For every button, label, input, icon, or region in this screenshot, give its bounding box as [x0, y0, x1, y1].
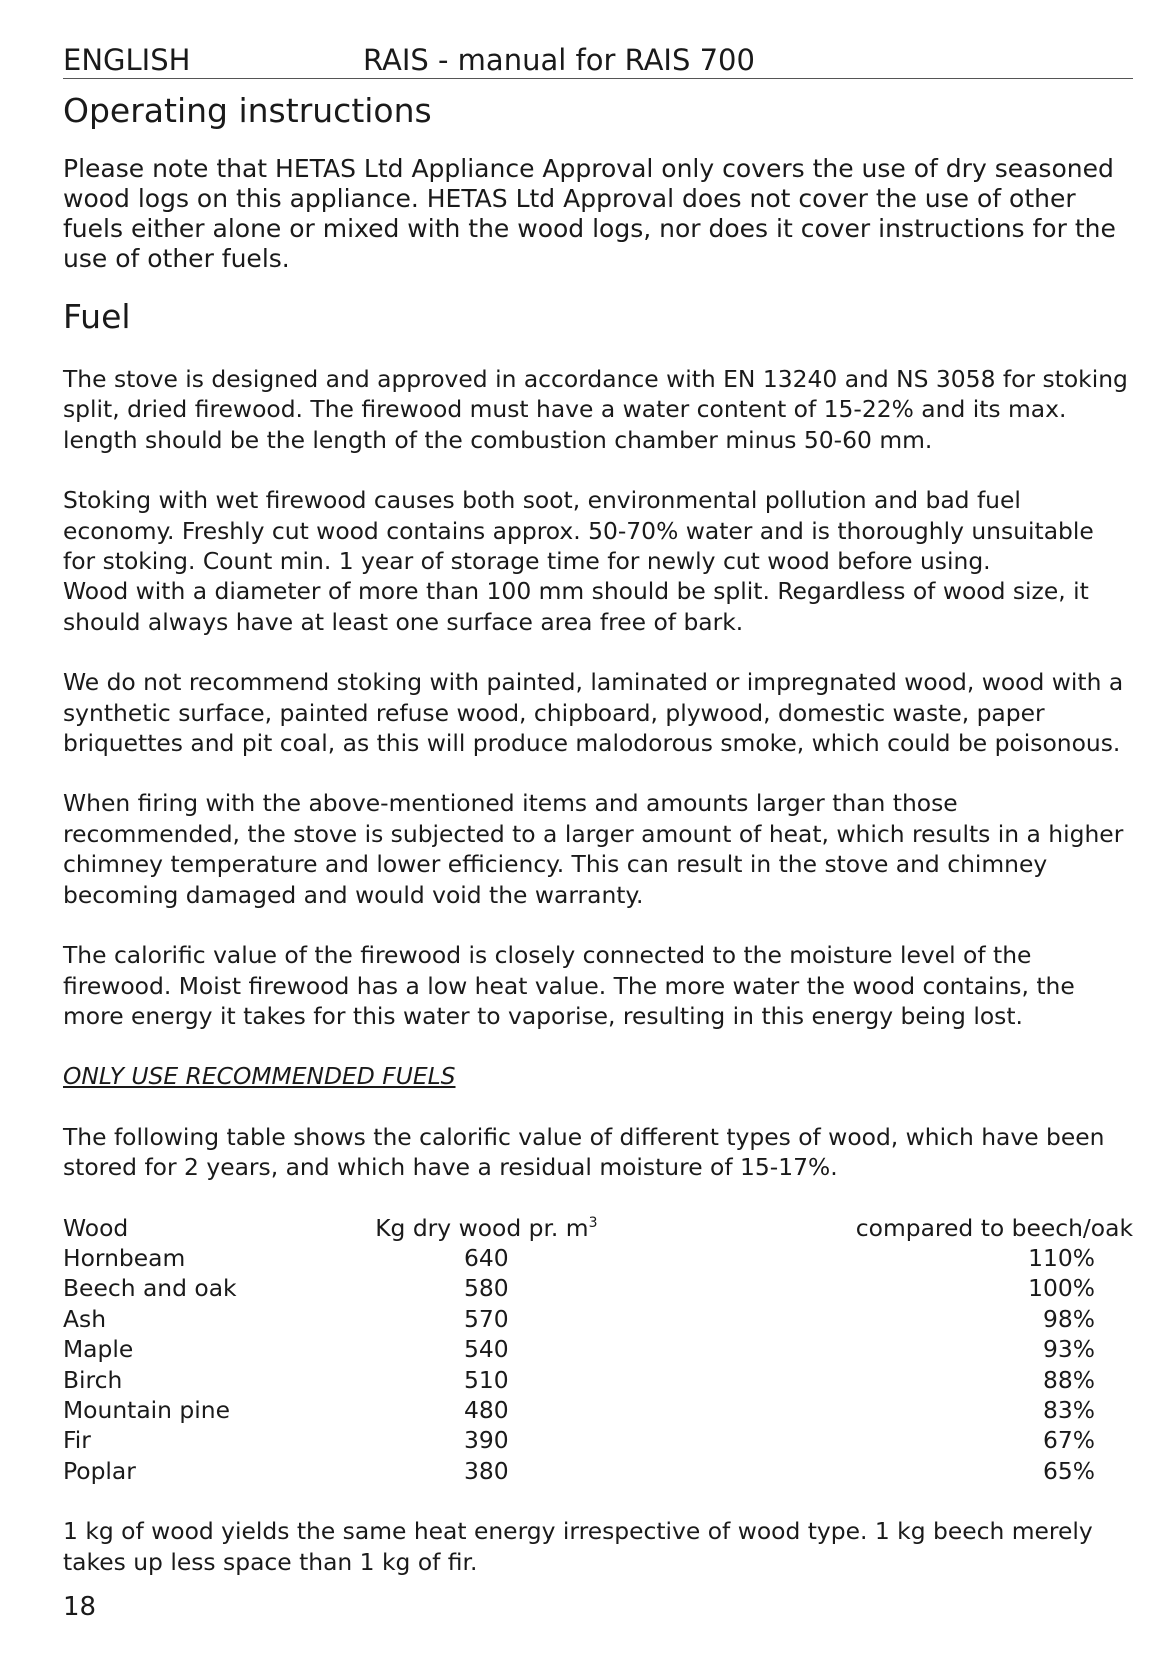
- page-header: [63, 38, 1133, 79]
- kg-dry-wood-cell: 570: [464, 1304, 509, 1333]
- table-row: [63, 1273, 1133, 1303]
- fuel-heading: Fuel: [63, 297, 131, 336]
- table-header-row: [63, 1213, 1133, 1243]
- wood-name-cell: Beech and oak: [63, 1274, 237, 1303]
- table-row: [63, 1304, 1133, 1334]
- compared-percent-cell: 67%: [1043, 1426, 1095, 1455]
- fuel-paragraph-split-wood: Wood with a diameter of more than 100 mm should be split. Regardless of wood size, it should always have at least one surface area free of bark.: [63, 577, 1089, 636]
- compared-percent-cell: 65%: [1043, 1456, 1095, 1485]
- manual-title: RAIS - manual for RAIS 700: [363, 43, 755, 77]
- wood-name-cell: Mountain pine: [63, 1395, 230, 1424]
- kg-dry-wood-cell: 510: [464, 1365, 509, 1394]
- kg-dry-wood-cell: 480: [464, 1395, 509, 1424]
- closing-paragraph: 1 kg of wood yields the same heat energy irrespective of wood type. 1 kg beech merely takes up less space than 1 kg of fir.: [63, 1517, 1093, 1576]
- kg-dry-wood-cell: 390: [464, 1426, 509, 1455]
- wood-name-cell: Birch: [63, 1365, 123, 1394]
- table-row: [63, 1456, 1133, 1486]
- compared-percent-cell: 110%: [1028, 1243, 1095, 1272]
- fuel-section: [63, 364, 1133, 1577]
- compared-percent-cell: 88%: [1043, 1365, 1095, 1394]
- language-label: ENGLISH: [63, 43, 191, 77]
- page-number: 18: [63, 1592, 97, 1622]
- operating-instructions-heading: Operating instructions: [63, 91, 432, 130]
- fuel-paragraph-standards: The stove is designed and approved in accordance with EN 13240 and NS 3058 for stoking split, dried firewood. The firewood must have a water content of 15-22% and its max. length should be the length of the combustion chamber minus 50-60 mm.: [63, 365, 1128, 454]
- wood-name-cell: Fir: [63, 1426, 91, 1455]
- compared-percent-cell: 83%: [1043, 1395, 1095, 1424]
- table-row: [63, 1365, 1133, 1395]
- kg-dry-wood-cell: 540: [464, 1335, 509, 1364]
- table-row: [63, 1425, 1133, 1455]
- table-row: [63, 1334, 1133, 1364]
- fuel-paragraph-calorific: The calorific value of the firewood is closely connected to the moisture level of the firewood. Moist firewood has a low heat value. The more water the wood contains, the more energy it takes for this water to vaporise, resulting in this energy being lost.: [63, 941, 1075, 1030]
- fuel-paragraph-wet-wood: Stoking with wet firewood causes both soot, environmental pollution and bad fuel economy. Freshly cut wood contains approx. 50-70% water and is thoroughly unsuitable for stoking. Count min. 1 year of storage time for newly cut wood before using.: [63, 486, 1094, 576]
- kg-dry-wood-cell: 640: [464, 1243, 509, 1272]
- column-header-wood: Wood: [63, 1213, 129, 1242]
- table-row: [63, 1395, 1133, 1425]
- column-header-compared: compared to beech/oak: [855, 1213, 1133, 1242]
- manual-page: [63, 38, 1133, 1577]
- table-row: [63, 1243, 1133, 1273]
- fuel-paragraph-warranty: When firing with the above-mentioned items and amounts larger than those recommended, the stove is subjected to a larger amount of heat, which results in a higher chimney temperature and lower efficiency. This can result in the stove and chimney becoming damaged and would void the warranty.: [63, 789, 1124, 909]
- wood-calorific-table: [63, 1213, 1133, 1487]
- recommended-fuels-notice: ONLY USE RECOMMENDED FUELS: [63, 1062, 456, 1091]
- column-header-kg: Kg dry wood pr. $m^3$: [375, 1213, 598, 1242]
- compared-percent-cell: 98%: [1043, 1304, 1095, 1333]
- compared-percent-cell: 100%: [1028, 1274, 1095, 1303]
- table-intro: The following table shows the calorific value of different types of wood, which have been stored for 2 years, and which have a residual moisture of 15-17%.: [63, 1122, 1105, 1182]
- kg-dry-wood-cell: 580: [464, 1274, 509, 1303]
- kg-dry-wood-cell: 380: [464, 1456, 509, 1485]
- wood-name-cell: Ash: [63, 1304, 107, 1333]
- wood-name-cell: Poplar: [63, 1456, 136, 1485]
- fuel-paragraph-not-recommended: We do not recommend stoking with painted, laminated or impregnated wood, wood with a synthetic surface, painted refuse wood, chipboard, plywood, domestic waste, paper briquettes and pit coal, as this will produce malodorous smoke, which could be poisonous.: [63, 668, 1124, 758]
- hetas-note: Please note that HETAS Ltd Appliance Approval only covers the use of dry seasoned wood logs on this appliance. HETAS Ltd Approval does not cover the use of other fuels either alone or mixed with the wood logs, nor does it cover instructions for the use of other fuels.: [63, 154, 1116, 273]
- compared-percent-cell: 93%: [1043, 1335, 1095, 1364]
- wood-name-cell: Hornbeam: [63, 1243, 186, 1272]
- wood-name-cell: Maple: [63, 1335, 134, 1364]
